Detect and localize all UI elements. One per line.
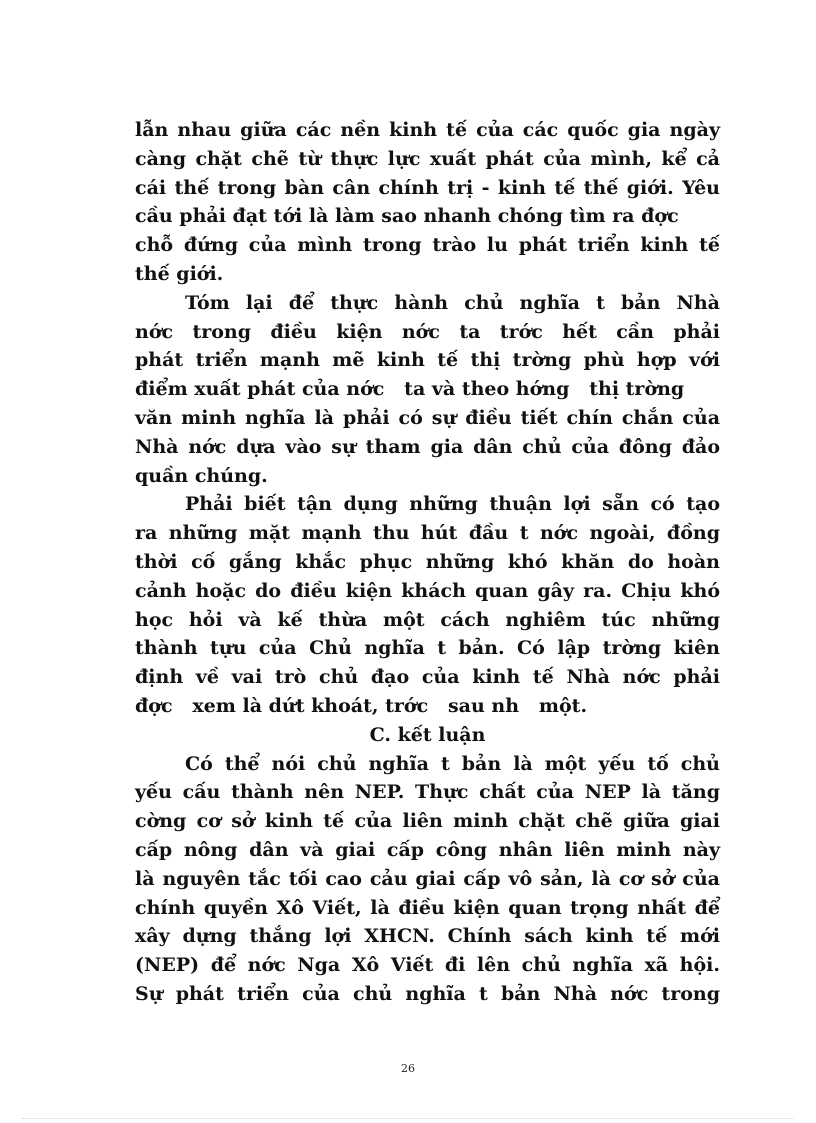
text-line: cầu phải đạt tới là làm sao nhanh chóng tìm ra đợc <box>135 205 679 228</box>
text-line: quần chúng. <box>135 464 268 487</box>
text-line: cảnh hoặc do điều kiện khách quan gây ra. Chịu khó <box>135 579 720 602</box>
page-bottom-divider <box>22 1118 794 1119</box>
text-line: chính quyền Xô Viết, là điều kiện quan trọng nhất để <box>135 896 720 919</box>
text-line: cái thế trong bàn cân chính trị - kinh tế thế giới. Yêu <box>135 176 720 199</box>
text-line: (NEP) để nớc Nga Xô Viết đi lên chủ nghĩa xã hội. <box>135 954 720 977</box>
text-line: càng chặt chẽ từ thực lực xuất phát của mình, kể cả <box>135 147 720 170</box>
text-line: Nhà nớc dựa vào sự tham gia dân chủ của đông đảo <box>135 435 720 458</box>
paragraph-first-line: Phải biết tận dụng những thuận lợi sẵn có tạo <box>185 493 720 516</box>
text-line: văn minh nghĩa là phải có sự điều tiết chín chắn của <box>135 406 720 429</box>
text-line: Sự phát triển của chủ nghĩa t bản Nhà nớc trong <box>135 982 720 1005</box>
text-line: xây dựng thắng lợi XHCN. Chính sách kinh tế mới <box>135 925 720 948</box>
text-line: là nguyên tắc tối cao cảu giai cấp vô sản, là cơ sở của <box>135 867 720 890</box>
section-heading: C. kết luận <box>369 723 486 746</box>
text-line: cấp nông dân và giai cấp công nhân liên minh này <box>135 838 720 861</box>
text-line: điểm xuất phát của nớc ta và theo hớng thị trờng <box>135 378 685 401</box>
text-line: cờng cơ sở kinh tế của liên minh chặt chẽ giữa giai <box>135 810 720 833</box>
page-number: 26 <box>401 1062 415 1075</box>
text-line: nớc trong điều kiện nớc ta trớc hết cần phải <box>135 320 720 343</box>
text-line: định về vai trò chủ đạo của kinh tế Nhà nớc phải <box>135 666 720 689</box>
text-line: ra những mặt mạnh thu hút đầu t nớc ngoài, đồng <box>135 522 720 545</box>
paragraph-first-line: Có thể nói chủ nghĩa t bản là một yếu tố chủ <box>185 752 720 775</box>
text-line: thời cố gắng khắc phục những khó khăn do hoàn <box>135 550 720 573</box>
text-line: học hỏi và kế thừa một cách nghiêm túc những <box>135 608 720 631</box>
text-line: phát triển mạnh mẽ kinh tế thị trờng phù hợp với <box>135 349 720 372</box>
text-line: đợc xem là dứt khoát, trớc sau nh một. <box>135 694 588 717</box>
text-line: chỗ đứng của mình trong trào lu phát triển kinh tế <box>135 234 720 257</box>
paragraph-first-line: Tóm lại để thực hành chủ nghĩa t bản Nhà <box>185 291 720 314</box>
text-line: thành tựu của Chủ nghĩa t bản. Có lập trờng kiên <box>135 637 720 660</box>
body-text <box>135 116 720 1009</box>
text-line: thế giới. <box>135 262 224 285</box>
text-line: yếu cấu thành nên NEP. Thực chất của NEP là tăng <box>135 781 720 804</box>
text-line: lẫn nhau giữa các nền kinh tế của các quốc gia ngày <box>135 119 720 141</box>
